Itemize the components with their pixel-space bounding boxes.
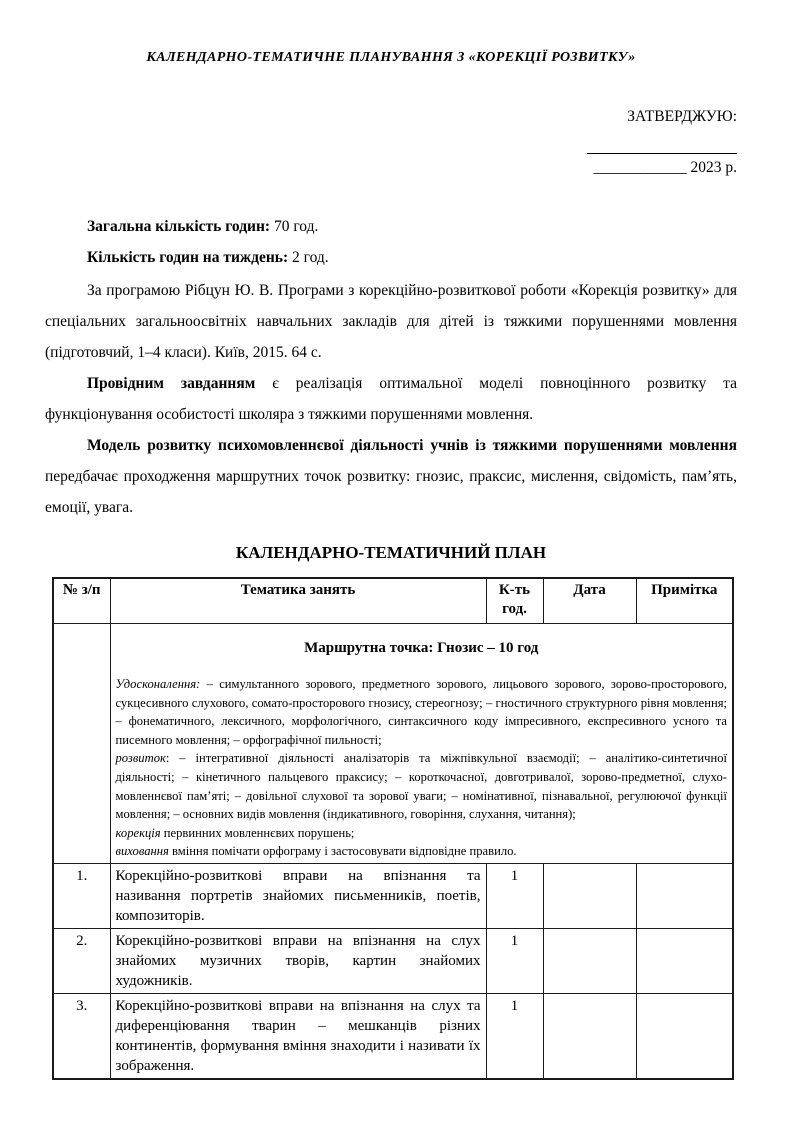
row-date <box>543 863 636 928</box>
row-number: 3. <box>53 993 110 1079</box>
section-row <box>53 624 733 864</box>
section-detail-text: – симультанного зорового, предметного зорового, лицьового зорового, зорово-просторового, сукцесивного слухового, сомато-просторового гнозису, стереогнозу; – гностичного структурного рівня мовлення; – фонематичного, лексичного, морфологічного, синтаксичного коду імпресивного, експресивного усного та писемного мовлення; – орфографічної пильності; <box>115 677 727 747</box>
paragraph-model <box>45 430 737 523</box>
plan-table <box>52 577 734 1080</box>
section-detail-text: : – інтегративної діяльності аналізаторів та міжпівкульної взаємодії; – аналітико-синтетичної діяльності; – кінетичного пальцевого праксису; – короткочасної, довготривалої, зорово-предметної, слухо-мовленнєвої пам’яті; – довільної слухової та зорової уваги; – номінативної, пізнавальної, регулюючої функції мовлення; – основних видів мовлення (індикативного, говоріння, слухання, читання); <box>115 751 727 822</box>
weekly-hours-value: 2 год. <box>288 249 329 266</box>
paragraph-task-lead: Провідним завданням <box>87 375 256 392</box>
plan-heading: КАЛЕНДАРНО-ТЕМАТИЧНИЙ ПЛАН <box>235 543 547 562</box>
row-hours: 1 <box>486 863 543 928</box>
section-detail <box>116 842 728 861</box>
table-row <box>53 993 733 1079</box>
row-topic: Корекційно-розвиткові вправи на впізнання на слух та диференціювання тварин – мешканців різних континентів, формування вміння знаходити і називати їх зображення. <box>110 993 486 1079</box>
hours-block <box>45 211 737 273</box>
paragraph-task <box>45 368 737 430</box>
row-date <box>543 928 636 993</box>
header-number: № з/п <box>53 578 110 624</box>
date-year-line: ____________ 2023 р. <box>593 159 737 176</box>
row-number: 2. <box>53 928 110 993</box>
paragraph-program: За програмою Рібцун Ю. В. Програми з корекційно-розвиткової роботи «Корекція розвитку» для спеціальних загальноосвітніх навчальних закладів для дітей із тяжкими порушеннями мовлення (підготовчий, 1–4 класи). Київ, 2015. 64 с. <box>45 282 737 361</box>
row-note <box>636 863 733 928</box>
row-number: 1. <box>53 863 110 928</box>
section-detail-text: первинних мовленнєвих порушень; <box>160 825 355 840</box>
approve-label: ЗАТВЕРДЖУЮ: <box>627 108 737 125</box>
paragraph-model-lead: Модель розвитку психомовленнєвої діяльності учнів із тяжкими порушеннями мовлення <box>87 437 737 454</box>
section-detail-text: вміння помічати орфограму і застосовувати відповідне правило. <box>168 844 517 859</box>
section-detail <box>116 824 728 843</box>
row-hours: 1 <box>486 993 543 1079</box>
row-date <box>543 993 636 1079</box>
row-hours: 1 <box>486 928 543 993</box>
table-row <box>53 928 733 993</box>
section-cell <box>110 624 733 864</box>
paragraph-task-rest: є реалізація оптимальної моделі повноцінного розвитку та функціонування особистості школяра з тяжкими порушеннями мовлення. <box>45 375 737 423</box>
total-hours-line <box>45 211 737 242</box>
total-hours-value: 70 год. <box>270 218 319 235</box>
section-detail-lead: виховання <box>115 844 169 859</box>
section-detail-lead: розвиток <box>115 751 166 766</box>
document-title: КАЛЕНДАРНО-ТЕМАТИЧНЕ ПЛАНУВАННЯ З «КОРЕКЦІЇ РОЗВИТКУ» <box>146 50 636 65</box>
section-detail-lead: корекція <box>115 825 161 840</box>
row-topic: Корекційно-розвиткові вправи на впізнання на слух знайомих музичних творів, картин знайомих художників. <box>110 928 486 993</box>
paragraph-model-rest: передбачає проходження маршрутних точок розвитку: гнозис, праксис, мислення, свідомість, пам’ять, емоції, увага. <box>45 468 737 516</box>
weekly-hours-line <box>45 242 737 273</box>
header-topic: Тематика занять <box>110 578 486 624</box>
header-hours: К-ть год. <box>486 578 543 624</box>
section-title: Маршрутна точка: Гнозис – 10 год <box>304 640 539 656</box>
table-header-row <box>53 578 733 624</box>
signature-line <box>587 152 737 154</box>
header-date: Дата <box>543 578 636 624</box>
row-note <box>636 993 733 1079</box>
section-detail-lead: Удосконалення: <box>115 677 201 691</box>
section-number-cell <box>53 624 110 864</box>
section-detail <box>116 675 728 749</box>
table-row <box>53 863 733 928</box>
row-topic: Корекційно-розвиткові вправи на впізнання та називання портретів знайомих письменників, поетів, композиторів. <box>110 863 486 928</box>
section-detail <box>116 749 728 823</box>
header-note: Примітка <box>636 578 733 624</box>
row-note <box>636 928 733 993</box>
weekly-hours-label: Кількість годин на тиждень: <box>87 249 289 266</box>
total-hours-label: Загальна кількість годин: <box>87 218 271 235</box>
